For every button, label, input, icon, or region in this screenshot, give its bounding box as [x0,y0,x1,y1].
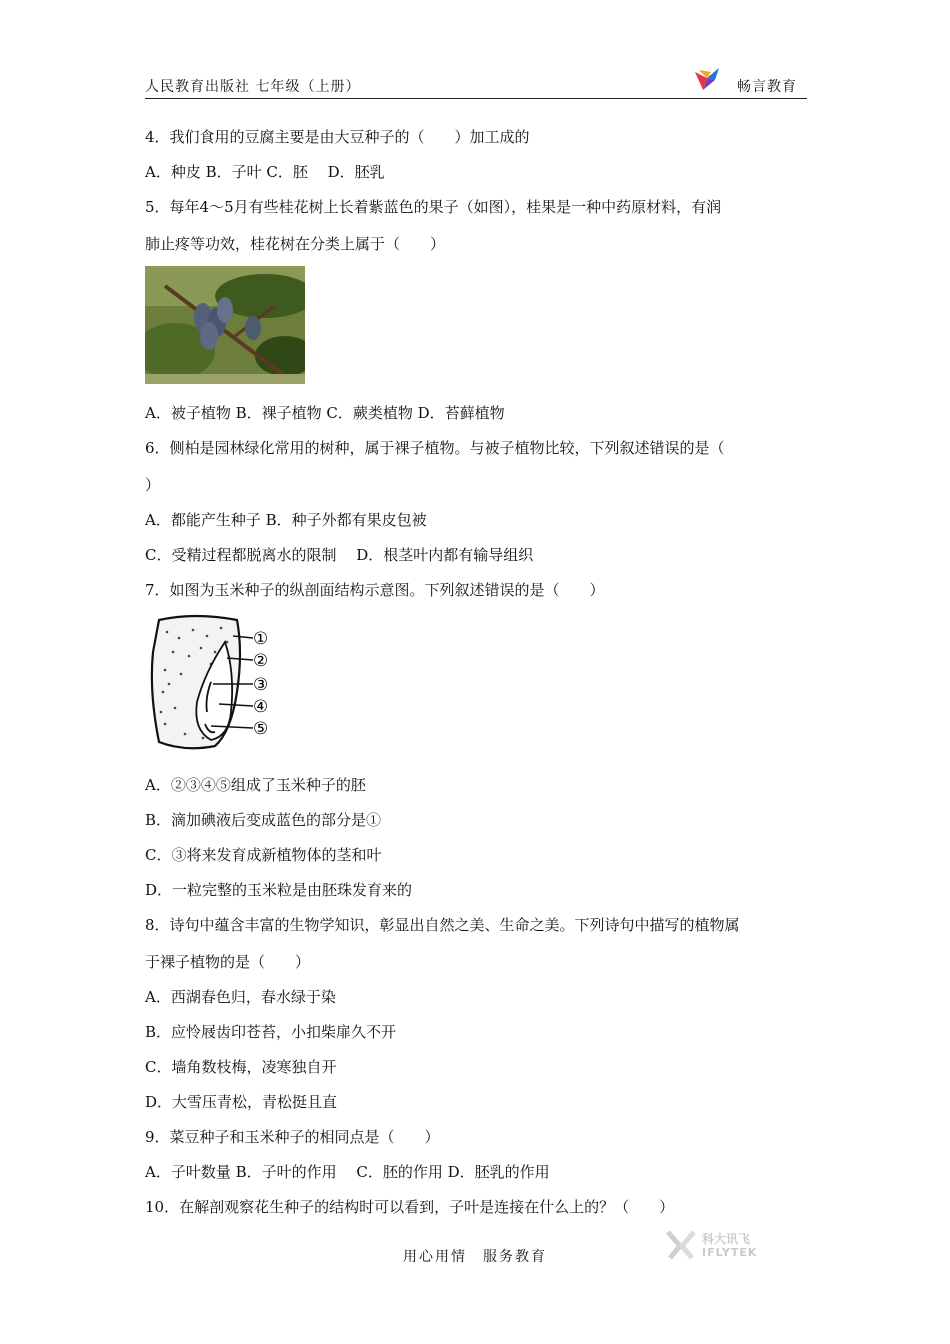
question-9-stem: 9．菜豆种子和玉米种子的相同点是（ ） [145,1128,440,1146]
page-header [145,74,807,99]
diagram-label-3: ③ [253,675,269,695]
question-5-stem-line-1: 5．每年4～5月有些桂花树上长着紫蓝色的果子（如图），桂果是一种中药原材料，有润 [145,198,722,216]
diagram-label-5: ⑤ [253,719,269,739]
question-8-stem-line-2: 于裸子植物的是（ ） [145,953,311,971]
question-9-options: A．子叶数量 B．子叶的作用 C．胚的作用 D．胚乳的作用 [145,1163,550,1181]
diagram-label-4: ④ [253,697,269,717]
question-6-stem-line-2: ） [145,476,161,494]
question-8-option-b: B．应怜屐齿印苍苔，小扣柴扉久不开 [145,1023,397,1041]
question-10-stem: 10．在解剖观察花生种子的结构时可以看到，子叶是连接在什么上的？（ ） [145,1198,675,1216]
publisher-text: 人民教育出版社 七年级（上册） [145,79,361,95]
question-6-options-ab: A．都能产生种子 B．种子外都有果皮包被 [145,511,427,529]
question-6-options-cd: C．受精过程都脱离水的限制 D．根茎叶内都有输导组织 [145,546,534,564]
question-5-options: A．被子植物 B．裸子植物 C．蕨类植物 D．苔藓植物 [145,404,505,422]
question-7-option-c: C．③将来发育成新植物体的茎和叶 [145,846,382,864]
question-7-option-a: A．②③④⑤组成了玉米种子的胚 [145,776,366,794]
corn-seed-diagram [145,612,275,752]
question-4-options: A．种皮 B．子叶 C．胚 D．胚乳 [145,163,385,181]
question-8-option-d: D．大雪压青松，青松挺且直 [145,1093,338,1111]
watermark-en-text: IFLYTEK [702,1246,758,1259]
brand-text: 畅言教育 [737,79,797,95]
watermark-cn-text: 科大讯飞 [702,1232,751,1246]
question-6-stem-line-1: 6．侧柏是园林绿化常用的树种，属于裸子植物。与被子植物比较，下列叙述错误的是（ [145,439,725,457]
question-7-stem: 7．如图为玉米种子的纵剖面结构示意图。下列叙述错误的是（ ） [145,581,605,599]
page-footer: 用心用情 服务教育 [403,1249,547,1265]
bird-logo-icon [693,66,723,92]
question-8-stem-line-1: 8．诗句中蕴含丰富的生物学知识，彰显出自然之美、生命之美。下列诗句中描写的植物属 [145,916,740,934]
question-8-option-a: A．西湖春色归，春水绿于染 [145,988,336,1006]
osmanthus-fruit-photo [145,266,305,384]
diagram-label-1: ① [253,629,269,649]
question-8-option-c: C．墙角数枝梅，凌寒独自开 [145,1058,337,1076]
question-7-option-d: D．一粒完整的玉米粒是由胚珠发育来的 [145,881,413,899]
question-4-stem: 4．我们食用的豆腐主要是由大豆种子的（ ）加工成的 [145,128,530,146]
diagram-label-2: ② [253,651,269,671]
question-7-option-b: B．滴加碘液后变成蓝色的部分是① [145,811,382,829]
question-5-stem-line-2: 肺止疼等功效，桂花树在分类上属于（ ） [145,235,446,253]
